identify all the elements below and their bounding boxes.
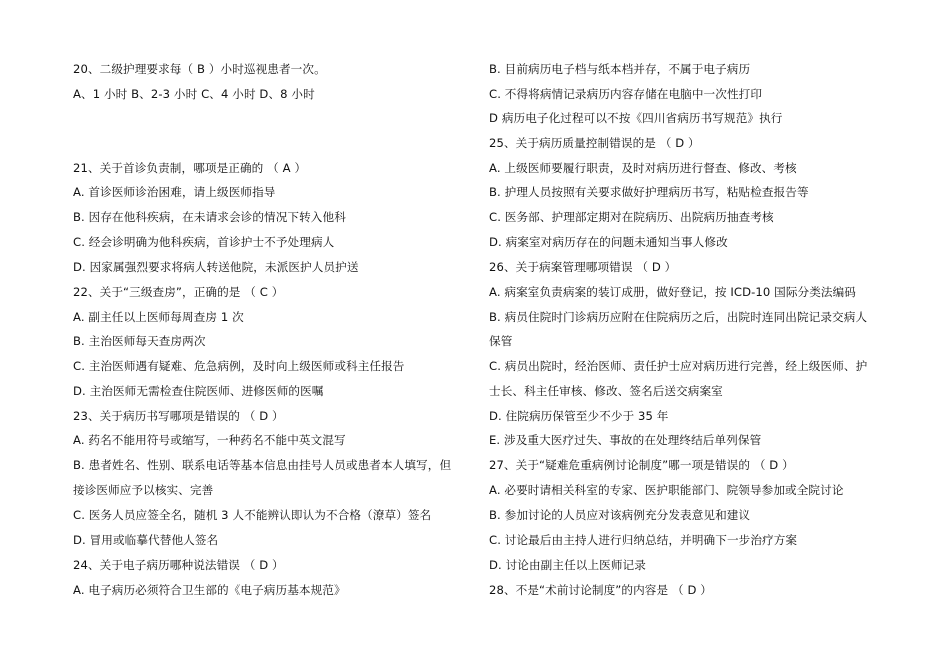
- question-22-option-c: C. 主治医师遇有疑难、危急病例，及时向上级医师或科主任报告: [73, 359, 405, 373]
- question-24-option-d: D 病历电子化过程可以不按《四川省病历书写规范》执行: [489, 111, 783, 125]
- question-25-option-c: C. 医务部、护理部定期对在院病历、出院病历抽查考核: [489, 210, 774, 224]
- question-26: 26、关于病案管理哪项错误 （ D ）: [489, 260, 677, 274]
- question-27-option-c: C. 讨论最后由主持人进行归纳总结，并明确下一步治疗方案: [489, 533, 798, 547]
- question-24-option-a: A. 电子病历必须符合卫生部的《电子病历基本规范》: [73, 583, 346, 597]
- question-26-option-d: D. 住院病历保管至少不少于 35 年: [489, 409, 669, 423]
- question-21-option-d: D. 因家属强烈要求将病人转送他院，未派医护人员护送: [73, 260, 359, 274]
- question-21: 21、关于首诊负责制，哪项是正确的 （ A ）: [73, 161, 307, 175]
- question-22-option-b: B. 主治医师每天查房两次: [73, 334, 206, 348]
- question-26-option-c: C. 病员出院时，经治医师、责任护士应对病历进行完善，经上级医师、护: [489, 359, 868, 373]
- question-22: 22、关于“三级查房”，正确的是 （ C ）: [73, 285, 284, 299]
- question-27-option-a: A. 必要时请相关科室的专家、医护职能部门、院领导参加或全院讨论: [489, 483, 844, 497]
- question-23: 23、关于病历书写哪项是错误的 （ D ）: [73, 409, 284, 423]
- question-25: 25、关于病历质量控制错误的是 （ D ）: [489, 136, 700, 150]
- question-21-option-b: B. 因存在他科疾病，在未请求会诊的情况下转入他科: [73, 210, 346, 224]
- question-23-option-a: A. 药名不能用符号或缩写，一种药名不能中英文混写: [73, 433, 346, 447]
- question-26-option-c-cont: 士长、科主任审核、修改、签名后送交病案室: [489, 384, 723, 398]
- question-28: 28、不是“术前讨论制度”的内容是 （ D ）: [489, 583, 712, 597]
- right-column: [489, 0, 889, 672]
- question-24: 24、关于电子病历哪种说法错误 （ D ）: [73, 558, 284, 572]
- question-21-option-a: A. 首诊医师诊治困难，请上级医师指导: [73, 185, 276, 199]
- question-25-option-b: B. 护理人员按照有关要求做好护理病历书写，粘贴检查报告等: [489, 185, 809, 199]
- question-26-option-a: A. 病案室负责病案的装订成册，做好登记，按 ICD-10 国际分类法编码: [489, 285, 856, 299]
- question-25-option-a: A. 上级医师要履行职责，及时对病历进行督查、修改、考核: [489, 161, 797, 175]
- question-20-options: A、1 小时 B、2-3 小时 C、4 小时 D、8 小时: [73, 87, 315, 101]
- question-27: 27、关于“疑难危重病例讨论制度”哪一项是错误的 （ D ）: [489, 458, 794, 472]
- question-24-option-b: B. 目前病历电子档与纸本档并存，不属于电子病历: [489, 62, 751, 76]
- question-25-option-d: D. 病案室对病历存在的问题未通知当事人修改: [489, 235, 728, 249]
- question-23-option-b-cont: 接诊医师应予以核实、完善: [73, 483, 214, 497]
- question-20: 20、二级护理要求每（ B ）小时巡视患者一次。: [73, 62, 326, 76]
- question-26-option-b: B. 病员住院时门诊病历应附在住院病历之后，出院时连同出院记录交病人: [489, 310, 868, 324]
- question-21-option-c: C. 经会诊明确为他科疾病，首诊护士不予处理病人: [73, 235, 335, 249]
- question-22-option-a: A. 副主任以上医师每周查房 1 次: [73, 310, 244, 324]
- question-26-option-e: E. 涉及重大医疗过失、事故的在处理终结后单列保管: [489, 433, 762, 447]
- question-22-option-d: D. 主治医师无需检查住院医师、进修医师的医嘱: [73, 384, 324, 398]
- question-27-option-d: D. 讨论由副主任以上医师记录: [489, 558, 646, 572]
- question-27-option-b: B. 参加讨论的人员应对该病例充分发表意见和建议: [489, 508, 751, 522]
- question-23-option-d: D. 冒用或临摹代替他人签名: [73, 533, 219, 547]
- left-column: [73, 0, 468, 672]
- question-23-option-b: B. 患者姓名、性别、联系电话等基本信息由挂号人员或患者本人填写，但: [73, 458, 452, 472]
- question-24-option-c: C. 不得将病情记录病历内容存储在电脑中一次性打印: [489, 87, 763, 101]
- question-23-option-c: C. 医务人员应签全名，随机 3 人不能辨认即认为不合格（潦草）签名: [73, 508, 432, 522]
- question-26-option-b-cont: 保管: [489, 334, 513, 348]
